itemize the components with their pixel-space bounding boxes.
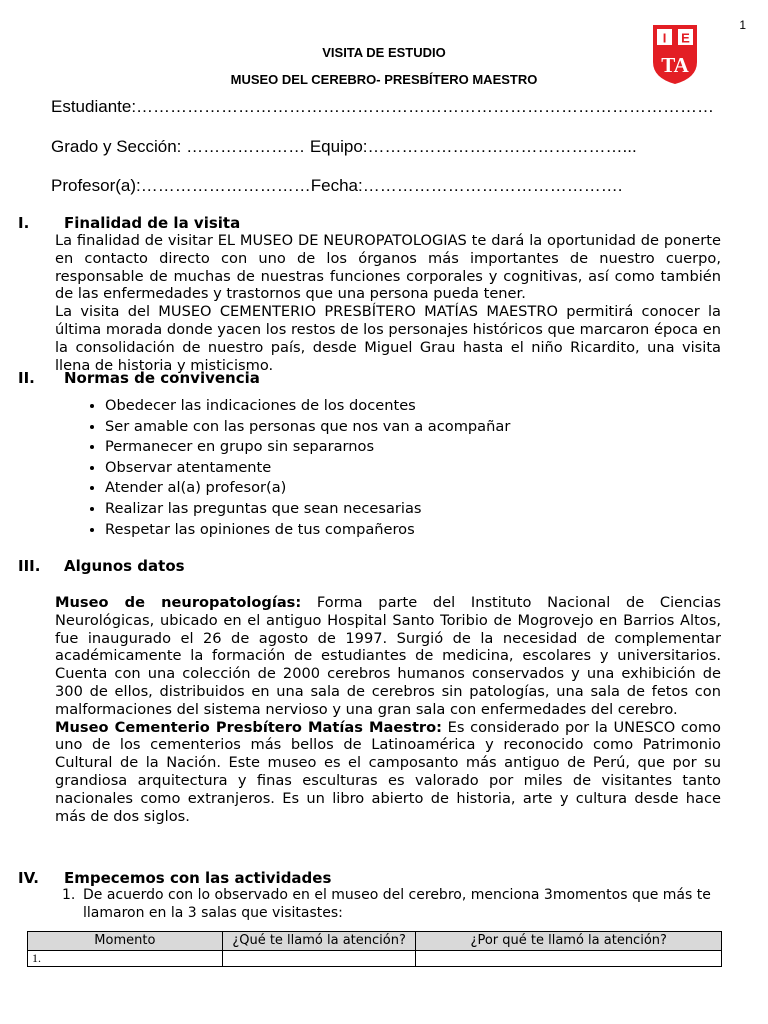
teacher-date-field: Profesor(a):…………………………Fecha:………………………………………. bbox=[51, 176, 623, 195]
rule-item: • Realizar las preguntas que sean necesarias bbox=[105, 499, 510, 520]
purpose-paragraph-2: La visita del MUSEO CEMENTERIO PRESBÍTERO MATÍAS MAESTRO permitirá conocer la última morada donde yacen los restos de los personajes históricos que marcaron época en la consolidación de nuestro país, desde Miguel Grau hasta el niño Ricardito, una visita llena de historia y misticismo. bbox=[55, 303, 721, 374]
museum-neuro-text: Forma parte del Instituto Nacional de Ciencias Neurológicas, ubicado en el antiguo Hospital Santo Toribio de Mogrovejo en Barrios Altos, fue inaugurado el 26 de agosto de 1997. Surgió de la necesidad de complementar académicamente la formación de estudiantes de medicina, escolares y universitarios. Cuenta con una colección de 2000 cerebros humanos conservados y una exhibición de 300 de ellos, distribuidos en una sala de cerebros sin patologías, una sala de fetos con malformaciones del sistema nervioso y una gran sala con enfermedades del cerebro. bbox=[55, 594, 722, 718]
rule-item: • Obedecer las indicaciones de los docentes bbox=[105, 396, 510, 417]
section-4-number: IV. bbox=[18, 869, 39, 887]
grade-team-field: Grado y Sección: ………………… Equipo:………………………………………... bbox=[51, 137, 637, 156]
rule-item: • Respetar las opiniones de tus compañeros bbox=[105, 520, 510, 541]
section-3-title: Algunos datos bbox=[64, 557, 185, 575]
col-header-por-que: ¿Por qué te llamó la atención? bbox=[416, 932, 722, 951]
table-cell[interactable]: 1. bbox=[28, 951, 223, 967]
rule-item: • Observar atentamente bbox=[105, 458, 510, 479]
question-number: 1. bbox=[62, 887, 76, 903]
doc-subtitle: MUSEO DEL CEREBRO- PRESBÍTERO MAESTRO bbox=[230, 72, 538, 87]
question-text: De acuerdo con lo observado en el museo del cerebro, menciona 3momentos que más te llamaron en la 3 salas que visitastes: bbox=[83, 887, 711, 921]
table-cell[interactable] bbox=[222, 951, 416, 967]
museum-cemetery-text: Es considerado por la UNESCO como uno de los cementerios más bellos de Latinoamérica y reconocido como Patrimonio Cultural de la Nación. Este museo es el camposanto más antiguo de Perú, que por su grandiosa arquitectura y finas esculturas es valorado por miles de visitantes tanto nacionales como extranjeros. Es un libro abierto de historia, arte y cultura desde hace más de dos siglos. bbox=[55, 718, 721, 825]
table-cell[interactable] bbox=[416, 951, 722, 967]
logo-letter-i: I bbox=[662, 30, 667, 46]
rules-list bbox=[80, 396, 510, 540]
logo-letter-e: E bbox=[681, 30, 690, 46]
col-header-que: ¿Qué te llamó la atención? bbox=[222, 932, 416, 951]
rule-item: • Atender al(a) profesor(a) bbox=[105, 478, 510, 499]
logo-letters-ta: TA bbox=[661, 53, 689, 77]
section-4-title: Empecemos con las actividades bbox=[64, 869, 332, 887]
activity-question-1 bbox=[62, 887, 730, 922]
section-3-body bbox=[55, 594, 721, 825]
purpose-paragraph-1: La finalidad de visitar EL MUSEO DE NEUROPATOLOGIAS te dará la oportunidad de ponerte en contacto directo con uno de los órganos más importantes de nuestro cuerpo, responsable de muchas de nuestras funciones corporales y cognitivas, así como también de las enfermedades y trastornos que una persona pueda tener. bbox=[55, 232, 721, 303]
section-1-title: Finalidad de la visita bbox=[64, 214, 241, 232]
rule-item: • Ser amable con las personas que nos van a acompañar bbox=[105, 417, 510, 438]
section-2-number: II. bbox=[18, 369, 35, 387]
student-field: Estudiante:………………………………………………………………………………………… bbox=[51, 97, 715, 116]
museum-neuro-paragraph bbox=[55, 594, 721, 719]
section-1-number: I. bbox=[18, 214, 30, 232]
table-header-row bbox=[28, 932, 722, 951]
section-1-body bbox=[55, 232, 721, 374]
table-row bbox=[28, 951, 722, 967]
museum-cemetery-paragraph bbox=[55, 719, 721, 826]
doc-title: VISITA DE ESTUDIO bbox=[322, 45, 446, 60]
activity-table bbox=[27, 931, 722, 967]
rule-item: • Permanecer en grupo sin separarnos bbox=[105, 437, 510, 458]
section-3-number: III. bbox=[18, 557, 41, 575]
museum-neuro-title: Museo de neuropatologías: bbox=[55, 594, 302, 611]
museum-cemetery-title: Museo Cementerio Presbítero Matías Maestro: bbox=[55, 718, 442, 736]
page-number: 1 bbox=[739, 18, 746, 32]
section-2-title: Normas de convivencia bbox=[64, 369, 260, 387]
col-header-momento: Momento bbox=[28, 932, 223, 951]
